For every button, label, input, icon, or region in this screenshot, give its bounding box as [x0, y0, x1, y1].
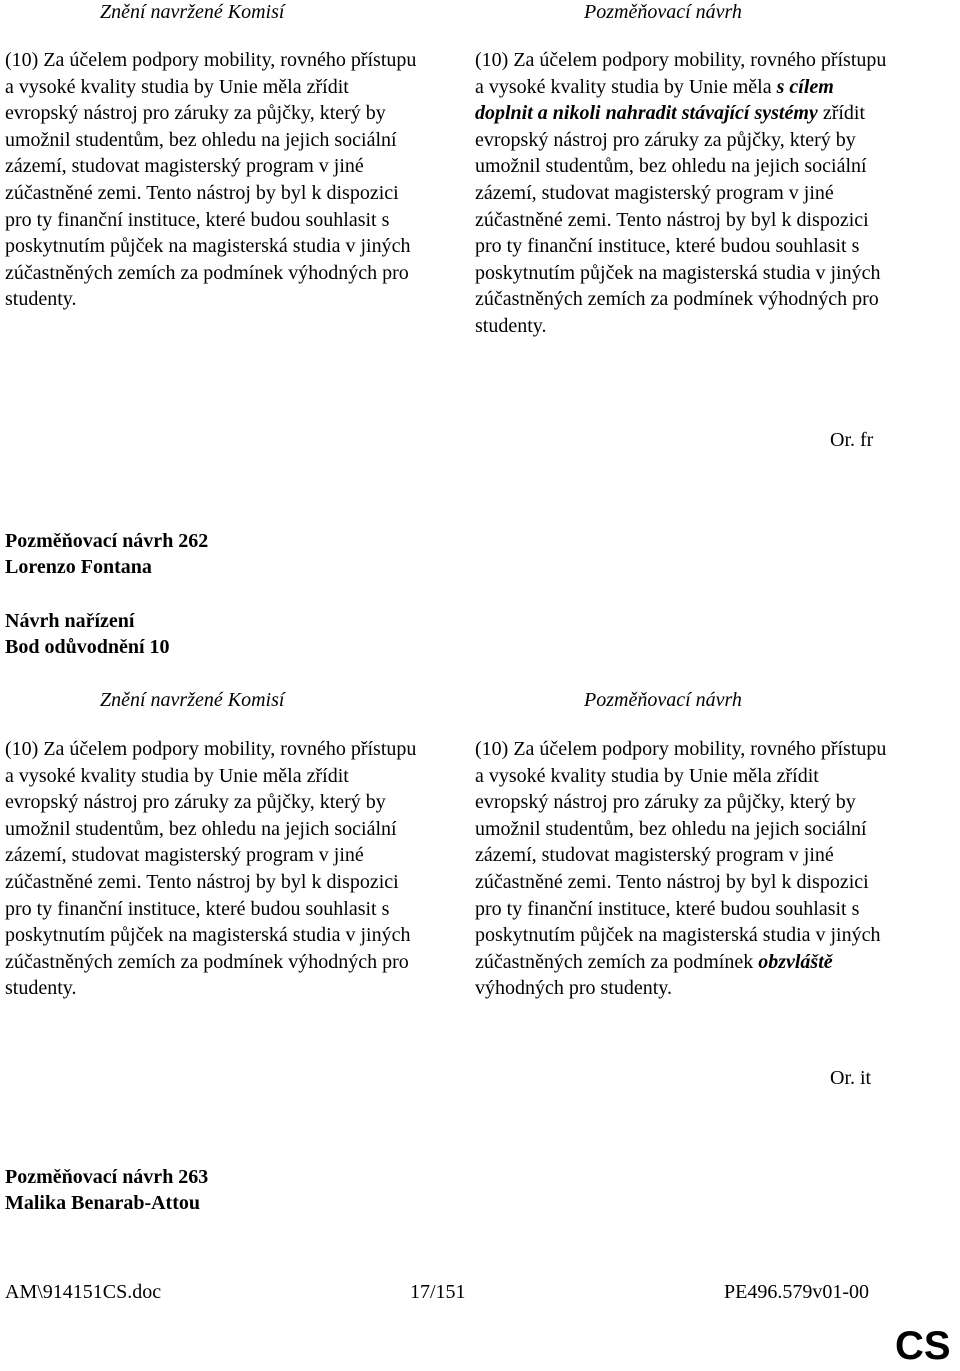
commission-text-paragraph: (10) Za účelem podpory mobility, rovného přístupu a vysoké kvality studia by Unie měla zřídit evropský nástroj pro záruky za půjčky, který by umožnil studentům, bez ohledu na jejich sociální zázemí, studovat magisterský program v jiné zúčastněné zemi. Tento nástroj by byl k dispozici pro ty finanční instituce, které budou souhlasit s poskytnutím půjček na magisterská studia v jiných zúčastněných zemích za podmínek výhodných pro studenty.: [5, 738, 417, 1000]
amendment-title: Pozměňovací návrh 262: [5, 530, 209, 552]
footer-page-number: 17/151: [410, 1281, 466, 1303]
amendment-emphasis: s cílem doplnit a nikoli nahradit stávající systémy: [475, 75, 834, 125]
recital-ref: Bod odůvodnění 10: [5, 636, 170, 658]
column-header-amendment: Pozměňovací návrh: [584, 1, 742, 23]
amendment-text-paragraph: [475, 47, 895, 340]
amendment-text-part: (10) Za účelem podpory mobility, rovného přístupu a vysoké kvality studia by Unie měla zřídit evropský nástroj pro záruky za půjčky, který by umožnil studentům, bez ohledu na jejich sociální zázemí, studovat magisterský program v jiné zúčastněné zemi. Tento nástroj by byl k dispozici pro ty finanční instituce, které budou souhlasit s poskytnutím půjček na magisterská studia v jiných zúčastněných zemích za podmínek: [475, 738, 887, 973]
amendment-author: Lorenzo Fontana: [5, 556, 152, 578]
original-language: Or. fr: [830, 429, 874, 451]
commission-text-paragraph: (10) Za účelem podpory mobility, rovného přístupu a vysoké kvality studia by Unie měla zřídit evropský nástroj pro záruky za půjčky, který by umožnil studentům, bez ohledu na jejich sociální zázemí, studovat magisterský program v jiné zúčastněné zemi. Tento nástroj by byl k dispozici pro ty finanční instituce, které budou souhlasit s poskytnutím půjček na magisterská studia v jiných zúčastněných zemích za podmínek výhodných pro studenty.: [5, 49, 417, 311]
amendment-emphasis: obzvláště: [758, 950, 833, 973]
amendment-author: Malika Benarab-Attou: [5, 1192, 200, 1214]
original-language: Or. it: [830, 1067, 872, 1089]
amendment-text-part: zřídit evropský nástroj pro záruky za půjčky, který by umožnil studentům, bez ohledu na jejich sociální zázemí, studovat magisterský program v jiné zúčastněné zemi. Tento nástroj by byl k dispozici pro ty finanční instituce, které budou souhlasit s poskytnutím půjček na magisterská studia v jiných zúčastněných zemích za podmínek výhodných pro studenty.: [475, 102, 881, 337]
column-header-amendment: Pozměňovací návrh: [584, 689, 742, 711]
language-code: CS: [895, 1324, 951, 1368]
document-name: Návrh nařízení: [5, 610, 135, 632]
footer-pe-ref: PE496.579v01-00: [724, 1281, 869, 1303]
amendment-title: Pozměňovací návrh 263: [5, 1166, 209, 1188]
footer-doc-ref: AM\914151CS.doc: [5, 1281, 162, 1303]
amendment-text-paragraph: [475, 736, 895, 1002]
amendment-text-part: výhodných pro studenty.: [475, 977, 673, 1000]
column-header-commission-text: Znění navržené Komisí: [100, 1, 285, 23]
amendment-text-part: (10) Za účelem podpory mobility, rovného přístupu a vysoké kvality studia by Unie měla: [475, 49, 887, 98]
column-header-commission-text: Znění navržené Komisí: [100, 689, 285, 711]
